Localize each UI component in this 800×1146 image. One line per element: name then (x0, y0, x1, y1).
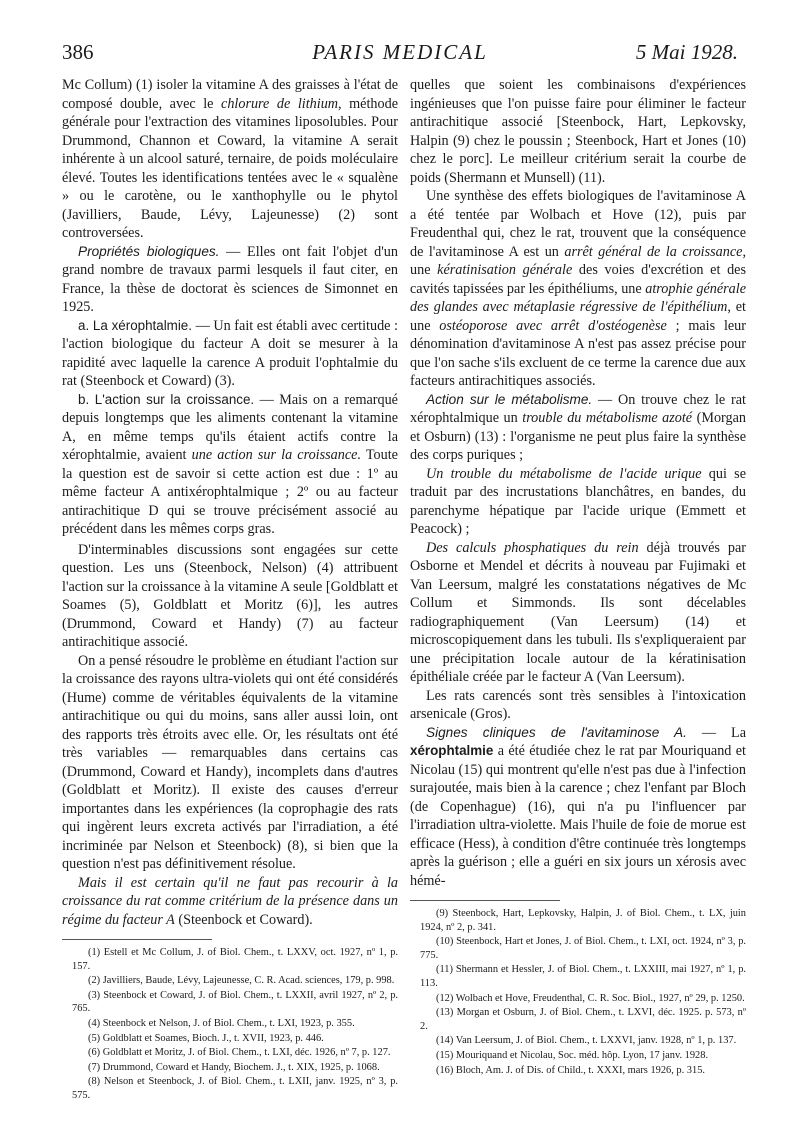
footnote: (13) Morgan et Osburn, J. of Biol. Chem., t. LXVI, déc. 1925. p. 573, nº 2. (420, 1007, 746, 1032)
left-paragraph-rayons: On a pensé résoudre le problème en étudiant l'action sur la croissance des rayons ultra-violets qui ont été considérés (Hume) comme de véritables équivalents de la vitamine antirachitique ou qui du moins, sans aller aussi loin, ont des rapports très étroits avec elle. Or, les résultats ont été très variables — remarquables dans certains cas (Drummond, Coward et Handy), incomplets dans d'autres (Goldblatt et Moritz). Il existe des causes d'erreur importantes dans les expériences (la coprophagie des rats qui ingèrent leurs excreta activés par l'irradiation, a été incriminée par Nelson et Steenbock) (8), si bien que la question n'est pas définitivement résolue. (62, 652, 398, 872)
footnote: (1) Estell et Mc Collum, J. of Biol. Chem., t. LXXV, oct. 1927, nº 1, p. 157. (72, 947, 398, 972)
right-paragraph-metabolisme: Action sur le métabolisme. — On trouve chez le rat xérophtalmique un trouble du métabolisme azoté (Morgan et Osburn) (13) : l'organisme ne peut plus faire la synthèse des corps puriques ; (410, 391, 746, 463)
left-paragraph-conclusion: Mais il est certain qu'il ne faut pas recourir à la croissance du rat comme critérium de la présence dans un régime du facteur A (Steenbock et Coward). (62, 874, 398, 928)
right-paragraph-arsenic: Les rats carencés sont très sensibles à l'intoxication arsenicale (Gros). (410, 687, 746, 722)
right-column (410, 76, 746, 1077)
section-heading: Propriétés biologiques. (78, 243, 220, 259)
footnote: (5) Goldblatt et Soames, Bioch. J., t. XVII, 1923, p. 446. (88, 1032, 324, 1044)
left-paragraph-xerophtalmie: a. La xérophtalmie. — Un fait est établi avec certitude : l'action biologique du facteur A doit se mesurer à la rapidité avec laquelle la carence A produit l'ophtalmie du rat (Steenbock et Coward) (3). (62, 317, 398, 389)
journal-title: PARIS MEDICAL (312, 40, 488, 64)
footnote: (12) Wolbach et Hove, Freudenthal, C. R. Soc. Biol., 1927, nº 29, p. 1250. (436, 992, 745, 1004)
footnote: (6) Goldblatt et Moritz, J. of Biol. Chem., t. LXI, déc. 1926, nº 7, p. 127. (88, 1047, 391, 1059)
footnote: (14) Van Leersum, J. of Biol. Chem., t. LXXVI, janv. 1928, nº 1, p. 137. (436, 1035, 737, 1047)
right-footnotes (410, 907, 746, 1077)
footnote: (2) Javilliers, Baude, Lévy, Lajeunesse, C. R. Acad. sciences, 179, p. 998. (88, 975, 395, 987)
left-paragraph-proprietes: Propriétés biologiques. — Elles ont fait l'objet d'un grand nombre de travaux parmi lesquels il faut citer, en France, la thèse de doctorat ès sciences de Simonnet en 1925. (62, 243, 398, 315)
footnote: (4) Steenbock et Nelson, J. of Biol. Chem., t. LXI, 1923, p. 355. (88, 1017, 355, 1029)
footnote: (7) Drummond, Coward et Handy, Biochem. J., t. XIX, 1925, p. 1068. (88, 1061, 380, 1073)
footnote: (8) Nelson et Steenbock, J. of Biol. Chem., t. LXII, janv. 1925, nº 3, p. 575. (72, 1076, 398, 1101)
page-header (62, 40, 738, 70)
left-paragraph-discussions: D'interminables discussions sont engagées sur cette question. Les uns (Steenbock, Nelson) (4) attribuent l'action sur la croissance à la vitamine A seule [Goldblatt et Soames (5), Goldblatt et Moritz (6)], les autres (Drummond, Coward et Handy) (7) au facteur antirachitique associé. (62, 541, 398, 650)
left-paragraph-croissance: b. L'action sur la croissance. — Mais on a remarqué depuis longtemps que les aliments contenant la vitamine A, en même temps qu'ils étaient actifs contre la xérophtalmie, avaient une action sur la croissance. Toute la question est de savoir si cette action est due : 1º au même facteur A antixérophtalmique ; 2º ou au facteur antirachitique D qui se trouve précisément associé au précédent dans les mêmes corps gras. (62, 391, 398, 537)
left-paragraph-1: Mc Collum) (1) isoler la vitamine A des graisses à l'état de composé double, avec le chlorure de lithium, méthode générale pour l'extraction des vitamines liposolubles. Pour Drummond, Channon et Coward, la vitamine A serait inhérente à un alcool saturé, ternaire, de poids moléculaire élevé. Toutes les identifications tentées avec le « squalène » ou le carotène, ou le xanthophylle ou le phytol (Javilliers, Baude, Lévy, Lajeunesse) (2) sont controversées. (62, 77, 398, 241)
issue-date: 5 Mai 1928. (635, 40, 738, 64)
subsection-heading: b. L'action sur la croissance. (78, 391, 255, 407)
footnote-rule (62, 939, 212, 940)
page-number: 386 (62, 40, 94, 64)
right-paragraph-1: quelles que soient les combinaisons d'expériences ingénieuses que l'on puisse faire pour éliminer le facteur antirachitique associé [Steenbock, Hart, Lepkovsky, Halpin (9) chez le poussin ; Steenbock, Hart et Jones (10) chez le porc]. Le meilleur critérium serait la courbe de poids (Shermann et Munsell) (11). (410, 77, 746, 186)
right-paragraph-signes: Signes cliniques de l'avitaminose A. — La xérophtalmie a été étudiée chez le rat par Mouriquand et Nicolau (15) qui montrent qu'elle n'est pas due à l'infection surajoutée, mais bien à la carence ; chez l'enfant par Bloch (de Copenhague) (16), qui n'a pu l'influencer par l'irradiation ultra-violette. Mais l'huile de foie de morue est efficace (Hess), à condition d'être continuée très longtemps après la guérison ; elle a guéri en six jours un xérosis avec hémé- (410, 724, 746, 889)
footnote: (3) Steenbock et Coward, J. of Biol. Chem., t. LXXII, avril 1927, nº 2, p. 765. (72, 989, 398, 1015)
footnote: (10) Steenbock, Hart et Jones, J. of Biol. Chem., t. LXI, oct. 1924, nº 3, p. 775. (420, 936, 746, 961)
footnote: (16) Bloch, Am. J. of Dis. of Child., t. XXXI, mars 1926, p. 315. (436, 1064, 705, 1076)
right-paragraph-calculs: Des calculs phosphatiques du rein déjà trouvés par Osborne et Mendel et décrits à nouveau par Fujimaki et Van Leersum, malgré les constatations négatives de Mc Collum et Simmonds. Ils sont décelables radiographiquement (Van Leersum) (14) et microscopiquement dans les tubuli. Ils s'expliqueraient par une précipitation locale autour de la kératinisation épithéliale créée par le facteur A (Van Leersum). (410, 539, 746, 685)
section-heading: Action sur le métabolisme. (426, 391, 593, 407)
footnote: (15) Mouriquand et Nicolau, Soc. méd. hôp. Lyon, 17 janv. 1928. (436, 1049, 709, 1061)
section-heading: Signes cliniques de l'avitaminose A. (426, 724, 687, 740)
subsection-heading: a. La xérophtalmie. (78, 317, 192, 333)
footnote: (11) Shermann et Hessler, J. of Biol. Chem., t. LXXIII, mai 1927, nº 1, p. 113. (420, 964, 746, 989)
right-paragraph-acide-urique: Un trouble du métabolisme de l'acide urique qui se traduit par des incrustations blanchâtres, en bandes, du parenchyme hépatique par l'acide urique (Emmett et Peacock) ; (410, 465, 747, 537)
right-paragraph-synthese: Une synthèse des effets biologiques de l'avitaminose A a été tentée par Wolbach et Hove (12), puis par Freudenthal qui, chez le rat, trouvent que la conséquence de l'avitaminose A est un arrêt général de la croissance, une kératinisation générale des voies d'excrétion et des cavités tapissées par les épithéliums, une atrophie générale des glandes avec métaplasie régressive de l'épithélium, et une ostéoporose avec arrêt d'ostéogenèse ; mais leur dénomination d'avitaminose A n'est pas assez précise pour que l'on sache s'ils excluent de ce terme la carence due aux facteurs antirachitiques associés. (410, 188, 747, 389)
left-footnotes (62, 946, 398, 1103)
left-column (62, 76, 398, 1103)
footnote-rule (410, 900, 560, 901)
footnote: (9) Steenbock, Hart, Lepkovsky, Halpin, J. of Biol. Chem., t. LX, juin 1924, nº 2, p. 341. (420, 908, 746, 933)
